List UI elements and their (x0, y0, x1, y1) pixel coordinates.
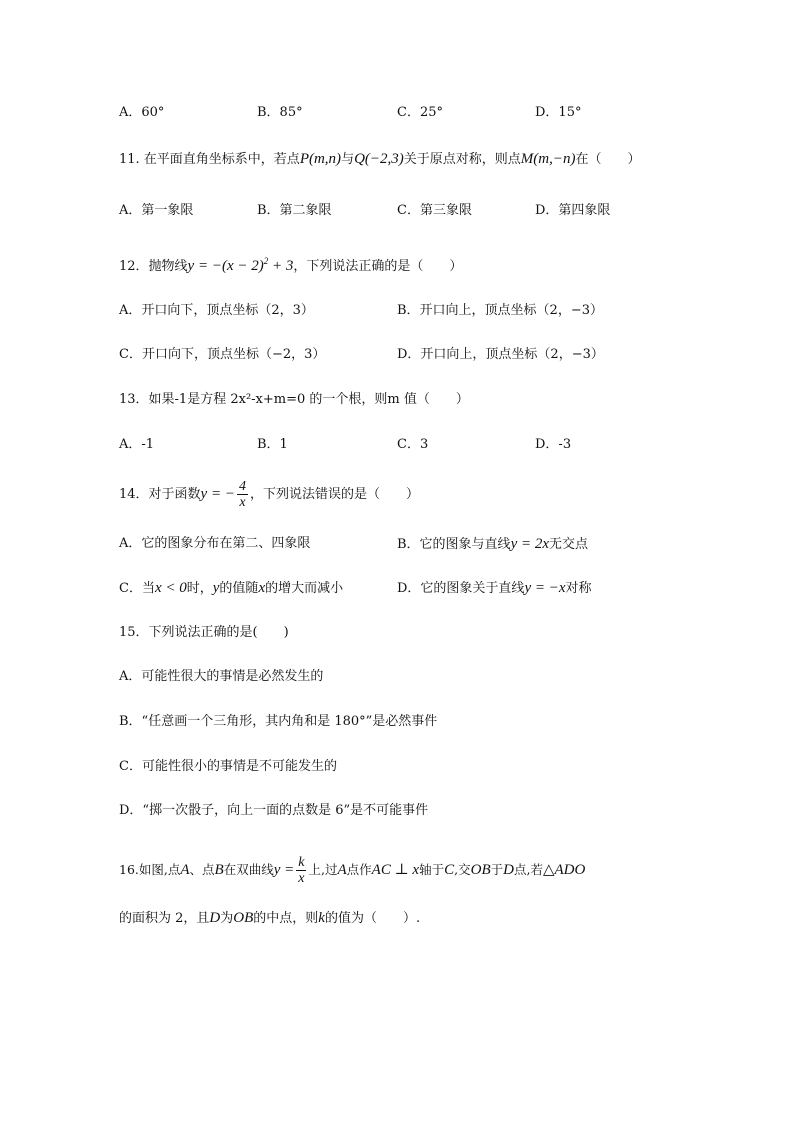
q16-point-d2: D (209, 910, 221, 926)
q12-expression (188, 258, 294, 274)
q14-text-b: ，下列说法错误的是（ ） (249, 487, 419, 502)
q14-optc-cond: x < 0 (154, 580, 187, 596)
q14-optc-y: y (212, 580, 220, 596)
q14-option-c (119, 579, 343, 598)
q13-option-b: B．1 (257, 437, 288, 452)
q16-stem-line1 (119, 853, 585, 887)
q11-text-d: 在（ ） (575, 152, 641, 167)
q16-segment-ob2: OB (233, 910, 254, 926)
q14-option-a: A．它的图象分布在第二、四象限 (119, 536, 311, 551)
q16-point-c: C (444, 862, 455, 878)
q14-optb-text-a: B．它的图象与直线 (397, 537, 511, 552)
q11-text-b: 与 (341, 152, 355, 167)
q16-point-a2: A (337, 862, 347, 878)
q16-denominator: x (298, 871, 305, 886)
q14-numerator: 4 (238, 479, 246, 494)
q16-lhs: y = (273, 862, 295, 878)
q14-denominator: x (239, 495, 246, 510)
q10-option-d: D．15° (535, 105, 582, 120)
q16-fraction (296, 855, 306, 886)
q16-point-b: B (214, 862, 224, 878)
q12-expr-tail: + 3 (268, 258, 294, 274)
q13-option-a: A．-1 (119, 437, 155, 452)
q14-optc-text-c: 的值随 (219, 581, 259, 596)
q14-optd-text-b: 对称 (565, 581, 592, 596)
q11-point-p: P(m,n) (299, 151, 342, 167)
q13-stem: 13．如果-1是方程 2x²-x+m=0 的一个根，则m 值（ ） (119, 392, 469, 407)
q16-triangle: △ADO (542, 862, 586, 878)
q11-option-b: B．第二象限 (257, 203, 332, 218)
q11-point-q: Q(−2,3) (354, 151, 404, 167)
q16-text-i: 点,若 (513, 862, 543, 877)
q11-option-d: D．第四象限 (535, 203, 611, 218)
q16-k: k (318, 910, 325, 926)
q12-stem (119, 252, 462, 276)
q11-option-a: A．第一象限 (119, 203, 194, 218)
q10-option-a: A．60° (119, 105, 165, 120)
q14-optc-text-b: 时， (186, 581, 213, 596)
q11-option-c: C．第三象限 (397, 203, 472, 218)
q16-text-k: 为 (220, 911, 234, 926)
q12-expr-main: y = −(x − 2) (187, 258, 264, 274)
q16-text-l: 的中点，则 (253, 911, 319, 926)
q14-optc-x: x (258, 580, 266, 596)
q13-option-d: D．-3 (535, 437, 572, 452)
q11-stem (119, 150, 641, 169)
q16-text-b: 、点 (189, 862, 215, 877)
q11-text-c: 关于原点对称，则点 (403, 152, 521, 167)
q14-optc-text-a: C．当 (119, 581, 155, 596)
q12-option-c: C．开口向下，顶点坐标（−2，3） (119, 347, 326, 362)
q16-numerator: k (298, 855, 305, 870)
q15-option-a: A．可能性很大的事情是必然发生的 (119, 669, 324, 684)
q12-exponent: 2 (263, 256, 269, 266)
q16-perpendicular: AC ⊥ x (371, 862, 420, 878)
q14-optb-line: y = 2x (510, 536, 549, 552)
q16-segment-ob: OB (470, 862, 491, 878)
q12-option-d: D．开口向上，顶点坐标（2，−3） (397, 347, 604, 362)
q14-option-b (397, 535, 588, 554)
q16-text-c: 在双曲线 (223, 862, 274, 877)
q10-option-b: B．85° (257, 105, 303, 120)
q11-point-m: M(m,−n) (520, 151, 576, 167)
q14-optb-text-b: 无交点 (549, 537, 589, 552)
q14-optd-line: y = −x (524, 580, 566, 596)
q16-point-d: D (503, 862, 514, 878)
q14-fraction (237, 479, 248, 510)
q11-text-a: 11. 在平面直角坐标系中，若点 (119, 152, 300, 167)
q16-text-h: 于 (490, 862, 504, 877)
q16-stem-line2 (119, 909, 420, 928)
q16-text-g: ,交 (454, 862, 471, 877)
q15-option-b: B．“任意画一个三角形，其内角和是 180°”是必然事件 (119, 714, 438, 729)
q14-stem (119, 478, 419, 511)
q12-text-a: 12．抛物线 (119, 259, 188, 274)
q14-optd-text-a: D．它的图象关于直线 (397, 581, 525, 596)
q14-option-d (397, 579, 592, 598)
q15-option-c: C．可能性很小的事情是不可能发生的 (119, 759, 337, 774)
q15-option-d: D．“掷一次骰子，向上一面的点数是 6”是不可能事件 (119, 803, 429, 818)
q14-lhs: y = − (200, 486, 235, 502)
q16-text-m: 的值为（ ）. (324, 911, 421, 926)
q15-stem: 15．下列说法正确的是( ) (119, 625, 289, 640)
q12-text-b: ，下列说法正确的是（ ） (293, 259, 463, 274)
q16-text-f: 轴于 (419, 862, 445, 877)
q12-option-b: B．开口向上，顶点坐标（2，−3） (397, 303, 603, 318)
q14-optc-text-d: 的增大而减小 (265, 581, 344, 596)
q10-option-c: C．25° (397, 105, 443, 120)
q13-option-c: C．3 (397, 437, 429, 452)
q12-option-a: A．开口向下，顶点坐标（2，3） (119, 303, 314, 318)
q16-text-a: 16.如图,点 (119, 862, 181, 877)
q16-text-j: 的面积为 2，且 (119, 911, 210, 926)
q16-text-e: 点作 (346, 862, 372, 877)
q16-point-a: A (180, 862, 190, 878)
q14-text-a: 14．对于函数 (119, 487, 201, 502)
q16-text-d: 上,过 (308, 862, 338, 877)
